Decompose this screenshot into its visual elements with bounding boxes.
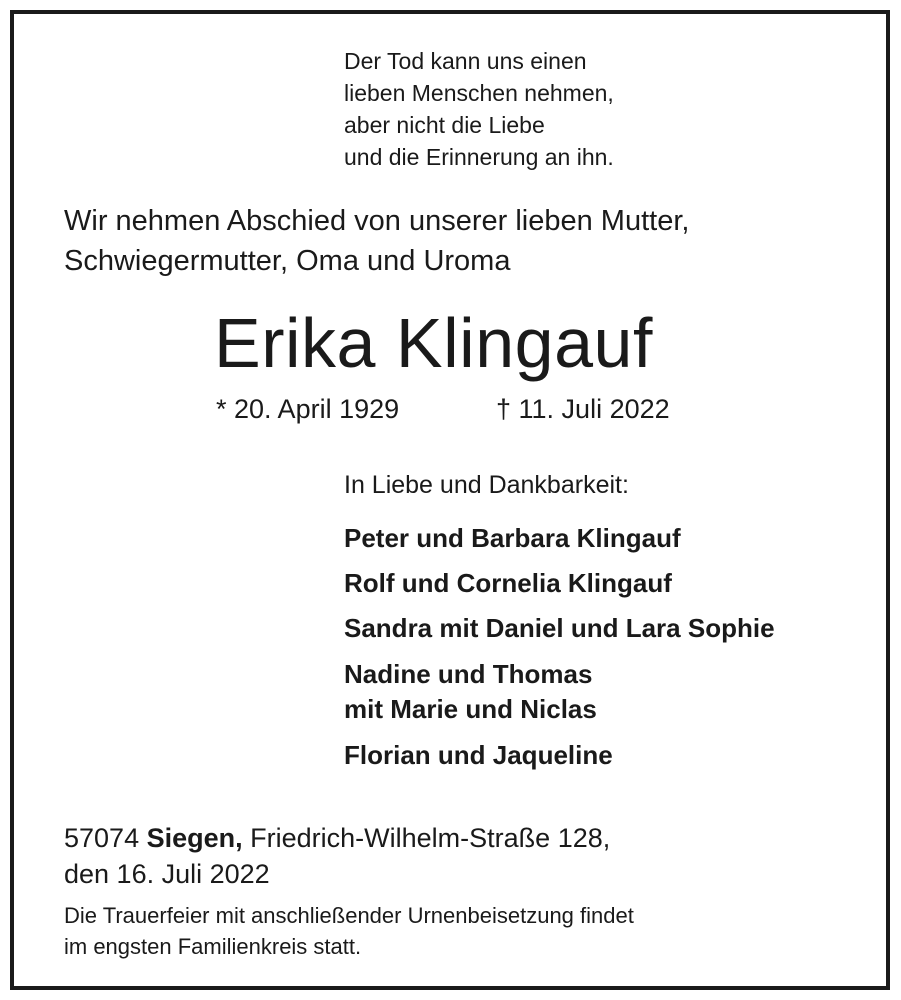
family-member-5: Florian und Jaqueline: [344, 740, 613, 770]
funeral-note-line-2: im engsten Familienkreis statt.: [64, 934, 362, 959]
address-date-line: den 16. Juli 2022: [64, 859, 270, 889]
birth-date: * 20. April 1929: [216, 394, 400, 424]
poem-line-4: und die Erinnerung an ihn.: [344, 144, 614, 170]
poem-line-3: aber nicht die Liebe: [344, 112, 545, 138]
address-city: Siegen,: [146, 823, 243, 853]
intro-line-2: Schwiegermutter, Oma und Uroma: [64, 245, 511, 277]
family-member-4: Nadine und Thomas: [344, 659, 593, 689]
address-street: Friedrich-Wilhelm-Straße 128,: [250, 823, 611, 853]
address-zip: 57074: [64, 823, 140, 853]
death-date: † 11. Juli 2022: [496, 394, 670, 424]
deceased-name: Erika Klingauf: [214, 304, 653, 382]
poem-line-1: Der Tod kann uns einen: [344, 48, 587, 74]
family-member-3: Sandra mit Daniel und Lara Sophie: [344, 613, 775, 643]
funeral-note-line-1: Die Trauerfeier mit anschließender Urnenbeisetzung findet: [64, 903, 634, 928]
intro-line-1: Wir nehmen Abschied von unserer lieben Mutter,: [64, 205, 690, 237]
family-member-4-cont: mit Marie und Niclas: [344, 694, 597, 724]
thanks-line: In Liebe und Dankbarkeit:: [344, 471, 629, 499]
obituary-frame: [10, 10, 890, 990]
family-member-1: Peter und Barbara Klingauf: [344, 523, 681, 553]
address-line: [64, 825, 610, 852]
poem-line-2: lieben Menschen nehmen,: [344, 80, 614, 106]
family-member-2: Rolf und Cornelia Klingauf: [344, 568, 672, 598]
